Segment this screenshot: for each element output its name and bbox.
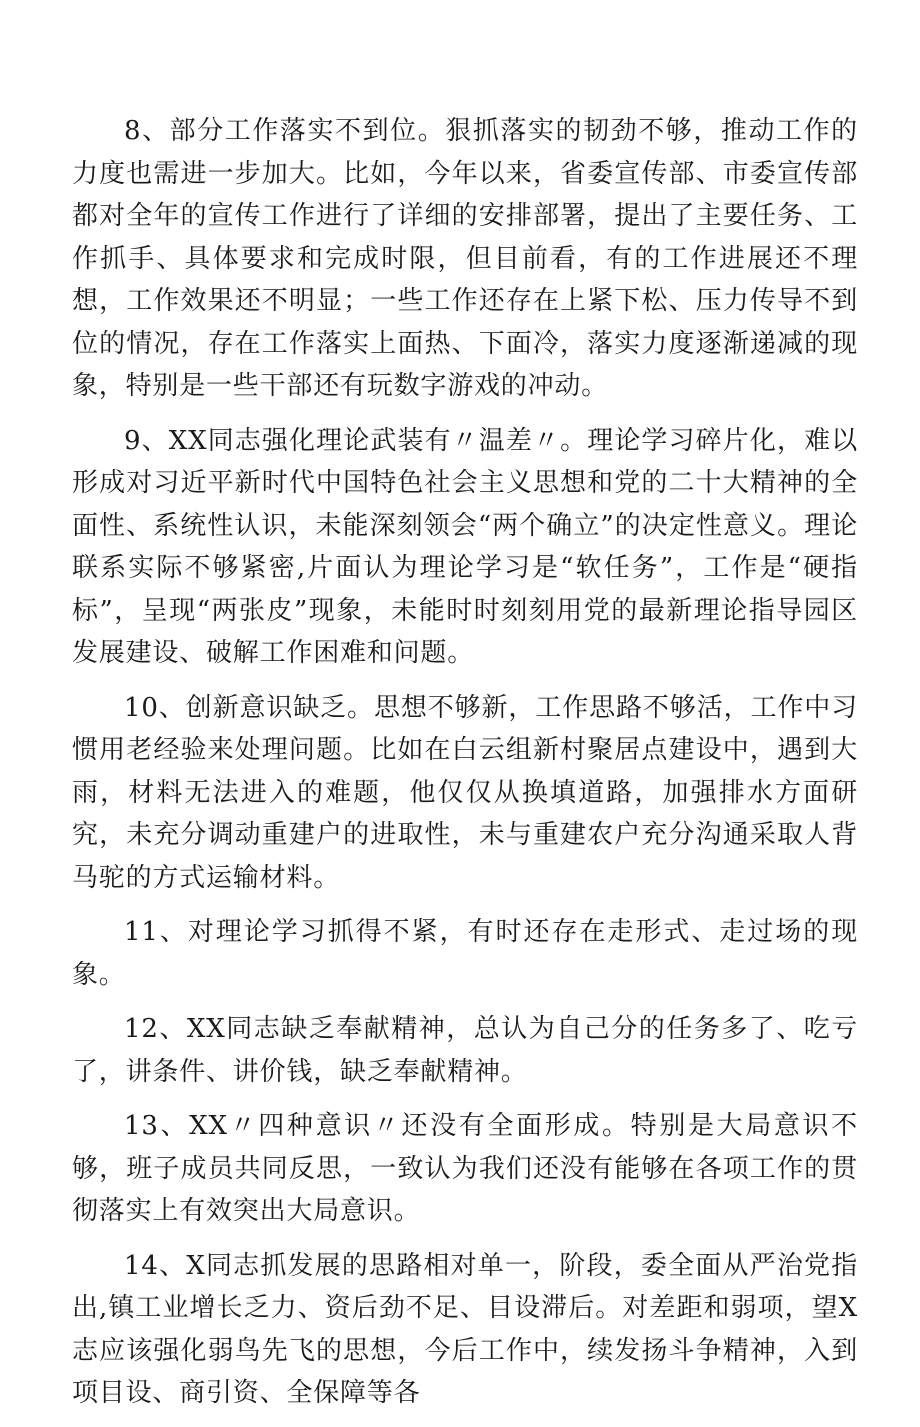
paragraph-9: 9、XX同志强化理论武装有〃温差〃。理论学习碎片化，难以形成对习近平新时代中国特色社会主义思想和党的二十大精神的全面性、系统性认识，未能深刻领会“两个确立”的决定性意义。理论联系实际不够紧密,片面认为理论学习是“软任务”，工作是“硬指标”，呈现“两张皮”现象，未能时时刻刻用党的最新理论指导园区发展建设、破解工作困难和问题。	[72, 425, 858, 668]
paragraph-8: 8、部分工作落实不到位。狠抓落实的韧劲不够，推动工作的力度也需进一步加大。比如，今年以来，省委宣传部、市委宣传部都对全年的宣传工作进行了详细的安排部署，提出了主要任务、工作抓手、具体要求和完成时限，但目前看，有的工作进展还不理想，工作效果还不明显；一些工作还存在上紧下松、压力传导不到位的情况，存在工作落实上面热、下面冷，落实力度逐渐递减的现象，特别是一些干部还有玩数字游戏的冲动。	[72, 116, 858, 401]
paragraph-12: 12、XX同志缺乏奉献精神，总认为自己分的任务多了、吃亏了，讲条件、讲价钱，缺乏奉献精神。	[72, 1014, 858, 1087]
paragraph-11: 11、对理论学习抓得不紧，有时还存在走形式、走过场的现象。	[72, 917, 858, 990]
paragraph-14: 14、X同志抓发展的思路相对单一，阶段，委全面从严治党指出,镇工业增长乏力、资后劲不足、目设滞后。对差距和弱项，望X志应该强化弱鸟先飞的思想，今后工作中，续发扬斗争精神，入到项目设、商引资、全保障等各	[72, 1250, 858, 1408]
paragraph-13: 13、XX〃四种意识〃还没有全面形成。特别是大局意识不够，班子成员共同反思，一致认为我们还没有能够在各项工作的贯彻落实上有效突出大局意识。	[72, 1111, 858, 1226]
paragraph-10: 10、创新意识缺乏。思想不够新，工作思路不够活，工作中习惯用老经验来处理问题。比如在白云组新村聚居点建设中，遇到大雨，材料无法进入的难题，他仅仅从换填道路，加强排水方面研究，未充分调动重建户的进取性，未与重建农户充分沟通采取人背马驼的方式运输材料。	[72, 692, 858, 893]
document-body	[72, 110, 858, 1427]
